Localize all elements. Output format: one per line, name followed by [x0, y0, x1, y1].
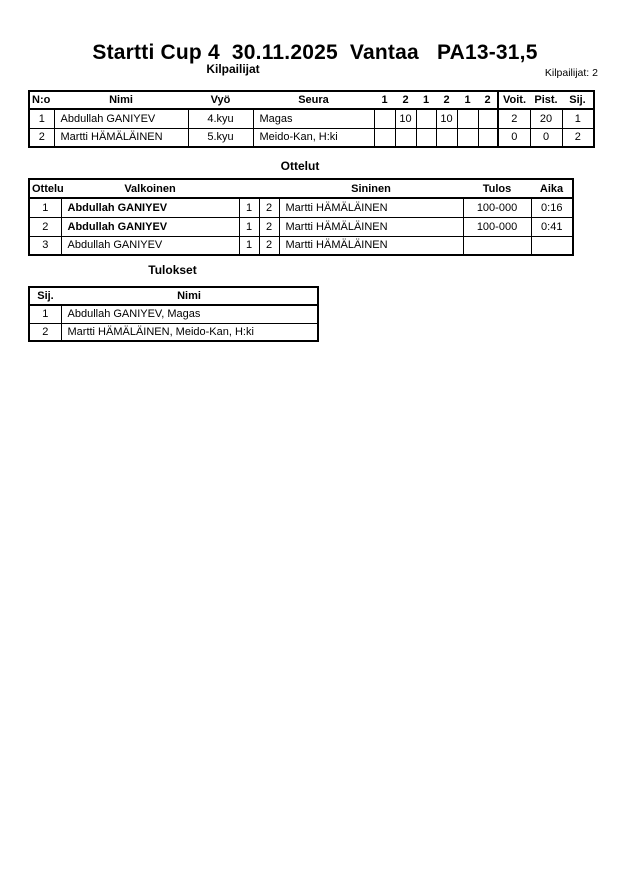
competitor-no: 2 — [29, 128, 54, 147]
result-row — [29, 323, 318, 341]
white-player-no: 1 — [239, 236, 259, 255]
wins-cell: 0 — [498, 128, 530, 147]
col-header-round: 2 — [436, 91, 457, 109]
match-row — [29, 236, 573, 255]
competitor-club: Magas — [253, 109, 374, 128]
competitor-row — [29, 128, 594, 147]
competitor-name: Martti HÄMÄLÄINEN — [54, 128, 188, 147]
match-result: 100-000 — [463, 198, 531, 217]
col-header-place: Sij. — [29, 287, 61, 305]
competitors-count: Kilpailijat: 2 — [544, 67, 598, 79]
col-header-belt: Vyö — [188, 91, 253, 109]
match-time — [531, 236, 573, 255]
competitor-club: Meido-Kan, H:ki — [253, 128, 374, 147]
col-header-blue: Sininen — [279, 179, 463, 198]
col-header-round: 2 — [395, 91, 416, 109]
wins-cell: 2 — [498, 109, 530, 128]
col-header-match: Ottelu — [29, 179, 61, 198]
match-no: 3 — [29, 236, 61, 255]
col-header-round: 2 — [478, 91, 498, 109]
col-header-no: N:o — [29, 91, 54, 109]
col-header-spacer — [239, 179, 259, 198]
blue-player-no: 2 — [259, 236, 279, 255]
score-cell — [457, 109, 478, 128]
points-cell: 0 — [530, 128, 562, 147]
col-header-club: Seura — [253, 91, 374, 109]
col-header-result: Tulos — [463, 179, 531, 198]
score-cell: 10 — [395, 109, 416, 128]
score-cell: 10 — [436, 109, 457, 128]
results-table — [28, 286, 319, 342]
match-row — [29, 217, 573, 236]
match-row — [29, 198, 573, 217]
blue-player-no: 2 — [259, 198, 279, 217]
white-player-no: 1 — [239, 198, 259, 217]
blue-player-name: Martti HÄMÄLÄINEN — [279, 198, 463, 217]
matches-section-title: Ottelut — [280, 159, 320, 173]
score-cell — [416, 109, 436, 128]
score-cell — [478, 109, 498, 128]
col-header-white: Valkoinen — [61, 179, 239, 198]
white-player-no: 1 — [239, 217, 259, 236]
competitors-section-title: Kilpailijat — [206, 62, 260, 76]
competitors-header-row — [29, 91, 594, 109]
page-title: Startti Cup 4 30.11.2025 Vantaa PA13-31,5 — [92, 41, 538, 64]
col-header-spacer — [259, 179, 279, 198]
white-player-name: Abdullah GANIYEV — [61, 236, 239, 255]
results-header-row — [29, 287, 318, 305]
score-cell — [416, 128, 436, 147]
match-result: 100-000 — [463, 217, 531, 236]
match-time: 0:41 — [531, 217, 573, 236]
matches-header-row — [29, 179, 573, 198]
place-cell: 2 — [562, 128, 594, 147]
competitor-name: Abdullah GANIYEV — [54, 109, 188, 128]
result-place: 1 — [29, 305, 61, 323]
competitor-belt: 4.kyu — [188, 109, 253, 128]
result-place: 2 — [29, 323, 61, 341]
col-header-points: Pist. — [530, 91, 562, 109]
results-section-title: Tulokset — [148, 263, 197, 277]
result-row — [29, 305, 318, 323]
white-player-name: Abdullah GANIYEV — [61, 198, 239, 217]
blue-player-name: Martti HÄMÄLÄINEN — [279, 236, 463, 255]
competitor-row — [29, 109, 594, 128]
score-cell — [478, 128, 498, 147]
match-time: 0:16 — [531, 198, 573, 217]
points-cell: 20 — [530, 109, 562, 128]
competitor-no: 1 — [29, 109, 54, 128]
competitors-table — [28, 90, 595, 148]
col-header-name: Nimi — [61, 287, 318, 305]
col-header-round: 1 — [374, 91, 395, 109]
col-header-round: 1 — [457, 91, 478, 109]
col-header-time: Aika — [531, 179, 573, 198]
result-name: Abdullah GANIYEV, Magas — [61, 305, 318, 323]
blue-player-no: 2 — [259, 217, 279, 236]
competitor-belt: 5.kyu — [188, 128, 253, 147]
score-cell — [395, 128, 416, 147]
result-name: Martti HÄMÄLÄINEN, Meido-Kan, H:ki — [61, 323, 318, 341]
white-player-name: Abdullah GANIYEV — [61, 217, 239, 236]
match-no: 1 — [29, 198, 61, 217]
col-header-place: Sij. — [562, 91, 594, 109]
col-header-wins: Voit. — [498, 91, 530, 109]
blue-player-name: Martti HÄMÄLÄINEN — [279, 217, 463, 236]
match-no: 2 — [29, 217, 61, 236]
matches-table — [28, 178, 574, 256]
score-cell — [374, 128, 395, 147]
col-header-name: Nimi — [54, 91, 188, 109]
score-cell — [457, 128, 478, 147]
match-result — [463, 236, 531, 255]
col-header-round: 1 — [416, 91, 436, 109]
place-cell: 1 — [562, 109, 594, 128]
score-cell — [436, 128, 457, 147]
score-cell — [374, 109, 395, 128]
